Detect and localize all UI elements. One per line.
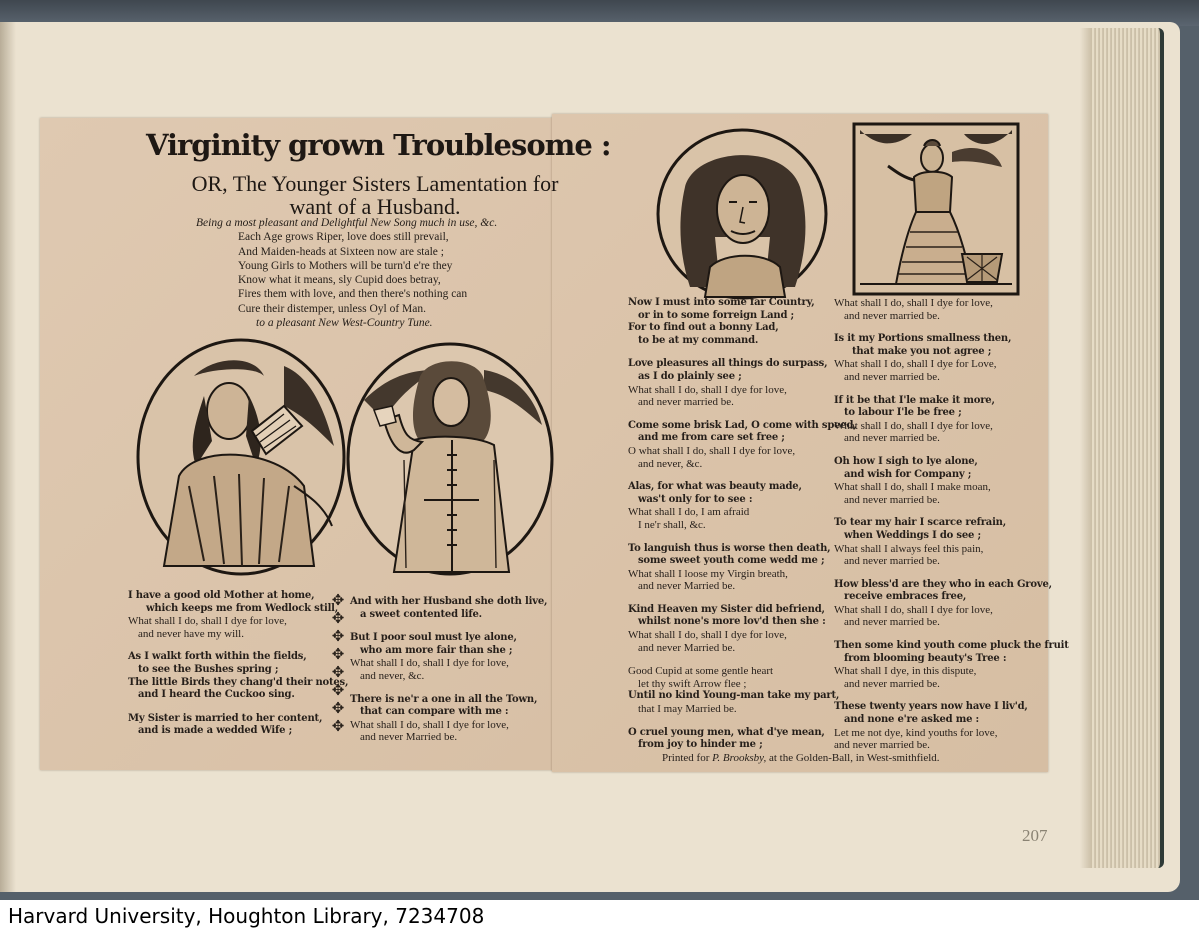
fleuron-icon: ✥ xyxy=(331,665,345,681)
verse-line: What shall I always feel this pain, xyxy=(834,542,984,555)
stanza xyxy=(834,701,1034,751)
verse-line: and never have my will. xyxy=(138,627,244,640)
verse-line: O cruel young men, what d'ye mean, xyxy=(628,726,825,738)
verse-line: For to find out a bonny Lad, xyxy=(628,322,779,334)
verse-line: and is made a wedded Wife ; xyxy=(138,725,293,737)
verse-line: whilst none's more lov'd then she : xyxy=(638,616,826,628)
stanza xyxy=(128,713,324,738)
verse-line: What shall I do, shall I dye for love, xyxy=(834,297,993,309)
verse-line: I have a good old Mother at home, xyxy=(128,590,315,601)
stanza xyxy=(628,543,838,593)
book-page-edges xyxy=(1092,28,1164,868)
verse-line: Alas, for what was beauty made, xyxy=(628,481,802,493)
stanza xyxy=(834,333,1034,383)
verse-line: and never married be. xyxy=(638,396,734,409)
verse-line: What shall I do, I am afraid xyxy=(628,506,750,519)
verse-line: and none e're asked me : xyxy=(844,714,980,726)
ballad-description xyxy=(196,216,546,330)
verse-line: The little Birds they chang'd their notes, xyxy=(128,676,349,688)
verse-line: What shall I do, shall I dye for love, xyxy=(834,603,993,616)
verse-line: and I heard the Cuckoo sing. xyxy=(138,689,295,701)
verse-line: and never, &c. xyxy=(360,669,425,682)
stanza xyxy=(128,590,339,640)
stanza xyxy=(834,395,1034,445)
stanza xyxy=(834,640,1069,690)
woodcut-oval-portrait xyxy=(655,127,829,301)
verse-line: and never married be. xyxy=(844,616,940,629)
verse-line: How bless'd are they who in each Grove, xyxy=(834,578,1052,590)
verse-line: and never married be. xyxy=(844,555,940,568)
verse-line: Oh how I sigh to lye alone, xyxy=(834,455,978,467)
pencil-page-number: 207 xyxy=(1022,826,1048,845)
verse-line: What shall I do, shall I dye for love, xyxy=(128,615,287,628)
stanza xyxy=(628,665,838,715)
stanza xyxy=(628,481,838,531)
stanza xyxy=(834,578,1052,629)
verse-line: who am more fair than she ; xyxy=(360,644,513,656)
verse-line: What shall I dye, in this dispute, xyxy=(834,665,977,678)
verse-line: receive embraces free, xyxy=(844,591,967,603)
verse-column-3 xyxy=(628,297,857,763)
ballad-title: Virginity grown Troublesome : xyxy=(146,128,611,162)
verse-line: which keeps me from Wedlock still, xyxy=(146,602,339,614)
verse-line: that I may Married be. xyxy=(638,703,737,716)
imprint-prefix: Printed for xyxy=(662,752,710,764)
verse-line: What shall I loose my Virgin breath, xyxy=(628,567,788,580)
fleuron-icon: ✥ xyxy=(331,701,345,717)
stanza xyxy=(834,517,1034,567)
verse-line: and never married be. xyxy=(844,432,940,445)
verse-line: and never Married be. xyxy=(360,731,458,744)
stanza xyxy=(350,694,542,744)
printer-imprint xyxy=(662,752,1022,764)
verse-line: from blooming beauty's Tree : xyxy=(844,652,1007,664)
stanza xyxy=(834,297,1034,322)
description-line: Fires them with love, and then there's nothing can xyxy=(238,288,468,301)
fleuron-icon: ✥ xyxy=(331,629,345,645)
stanza xyxy=(628,297,838,347)
stanza xyxy=(628,419,857,470)
verse-line: As I walkt forth within the fields, xyxy=(128,651,307,663)
stanza xyxy=(834,456,1034,506)
description-line: And Maiden-heads at Sixteen now are stale ; xyxy=(238,245,444,258)
verse-line: Love pleasures all things do surpass, xyxy=(628,358,828,370)
verse-line: or in to some forreign Land ; xyxy=(638,309,795,321)
stanza xyxy=(628,358,838,408)
verse-line: that can compare with me : xyxy=(360,706,509,718)
verse-line: Come some brisk Lad, O come with speed, xyxy=(628,419,857,431)
description-intro: Being a most pleasant and Delightful New Song much in use, &c. xyxy=(196,217,498,229)
stanza xyxy=(628,604,838,654)
woodcut-lady-with-fan xyxy=(134,336,348,578)
description-line: Know what it means, sly Cupid does betray, xyxy=(238,274,441,287)
woodcut-standing-woman xyxy=(852,122,1020,296)
verse-line: Then some kind youth come pluck the fruit xyxy=(834,640,1069,652)
stanza xyxy=(350,632,542,682)
verse-line: What shall I do, shall I dye for love, xyxy=(350,718,509,731)
verse-line: to see the Bushes spring ; xyxy=(138,663,279,675)
verse-line: Now I must into some far Country, xyxy=(628,297,815,308)
description-line: Cure their distemper, unless Oyl of Man. xyxy=(238,302,426,315)
fleuron-icon: ✥ xyxy=(331,647,345,663)
verse-line: when Weddings I do see ; xyxy=(844,529,981,541)
verse-line: To tear my hair I scarce refrain, xyxy=(834,517,1007,529)
verse-line: Good Cupid at some gentle heart xyxy=(628,665,774,678)
verse-line: Until no kind Young-man take my part, xyxy=(628,690,840,702)
verse-line: to labour I'le be free ; xyxy=(844,407,962,419)
description-line: Young Girls to Mothers will be turn'd e're they xyxy=(238,259,453,272)
verse-line: There is ne'r a one in all the Town, xyxy=(350,693,538,705)
description-line: Each Age grows Riper, love does still prevail, xyxy=(238,231,449,244)
fleuron-icon: ✥ xyxy=(331,611,345,627)
verse-line: and wish for Company ; xyxy=(844,468,972,480)
verse-line: and never Married be. xyxy=(638,580,736,593)
verse-line: a sweet contented life. xyxy=(360,608,482,620)
stanza xyxy=(628,727,838,752)
verse-line: But I poor soul must lye alone, xyxy=(350,632,517,644)
verse-column-1 xyxy=(128,590,349,749)
verse-line: and never married be. xyxy=(844,370,940,383)
verse-line: To languish thus is worse then death, xyxy=(628,542,831,554)
verse-line: And with her Husband she doth live, xyxy=(350,596,548,607)
verse-line: that make you not agree ; xyxy=(852,345,992,357)
imprint-suffix: at the Golden-Ball, in West-smithfield. xyxy=(768,752,940,764)
verse-line: What shall I do, shall I dye for love, xyxy=(834,419,993,432)
verse-line: What shall I do, shall I make moan, xyxy=(834,481,991,494)
verse-line: was't only for to see : xyxy=(638,493,753,505)
verse-line: What shall I do, shall I dye for Love, xyxy=(834,358,997,371)
fleuron-icon: ✥ xyxy=(331,719,345,735)
verse-line: from joy to hinder me ; xyxy=(638,739,763,751)
verse-line: and never married be. xyxy=(834,739,930,752)
verse-line: Kind Heaven my Sister did befriend, xyxy=(628,603,825,615)
verse-line: and never married be. xyxy=(844,677,940,690)
woodcut-gentleman-in-long-coat xyxy=(344,340,556,578)
stanza xyxy=(128,651,349,701)
verse-column-4 xyxy=(834,297,1069,763)
image-caption: Harvard University, Houghton Library, 7234708 xyxy=(8,904,485,928)
verse-column-2 xyxy=(350,596,548,755)
verse-line: let thy swift Arrow flee ; xyxy=(638,677,747,690)
verse-line: and never married be. xyxy=(844,309,940,322)
verse-line: and never, &c. xyxy=(638,457,703,470)
verse-line: as I do plainly see ; xyxy=(638,370,742,382)
verse-line: What shall I do, shall I dye for love, xyxy=(628,629,787,642)
verse-line: These twenty years now have I liv'd, xyxy=(834,701,1028,713)
stanza xyxy=(350,596,548,621)
verse-line: and never Married be. xyxy=(638,641,736,654)
verse-line: O what shall I do, shall I dye for love, xyxy=(628,444,796,457)
ballad-subtitle-line2: want of a Husband. xyxy=(289,194,461,219)
verse-line: My Sister is married to her content, xyxy=(128,712,323,724)
verse-line: I ne'r shall, &c. xyxy=(638,518,706,531)
verse-line: some sweet youth come wedd me ; xyxy=(638,555,825,567)
imprint-printer: P. Brooksby, xyxy=(712,752,767,764)
album-gutter xyxy=(0,22,16,892)
verse-line: and never married be. xyxy=(844,493,940,506)
verse-line: If it be that I'le make it more, xyxy=(834,394,995,406)
tune-line: to a pleasant New West-Country Tune. xyxy=(256,317,433,330)
verse-line: What shall I do, shall I dye for love, xyxy=(628,383,787,396)
verse-line: Let me not dye, kind youths for love, xyxy=(834,726,998,739)
verse-line: to be at my command. xyxy=(638,334,759,346)
ballad-subtitle-line1: OR, The Younger Sisters Lamentation for xyxy=(191,171,559,196)
fleuron-icon: ✥ xyxy=(331,593,345,609)
fleuron-icon: ✥ xyxy=(331,683,345,699)
verse-line: What shall I do, shall I dye for love, xyxy=(350,657,509,670)
verse-line: and me from care set free ; xyxy=(638,432,785,444)
verse-line: Is it my Portions smallness then, xyxy=(834,333,1012,345)
